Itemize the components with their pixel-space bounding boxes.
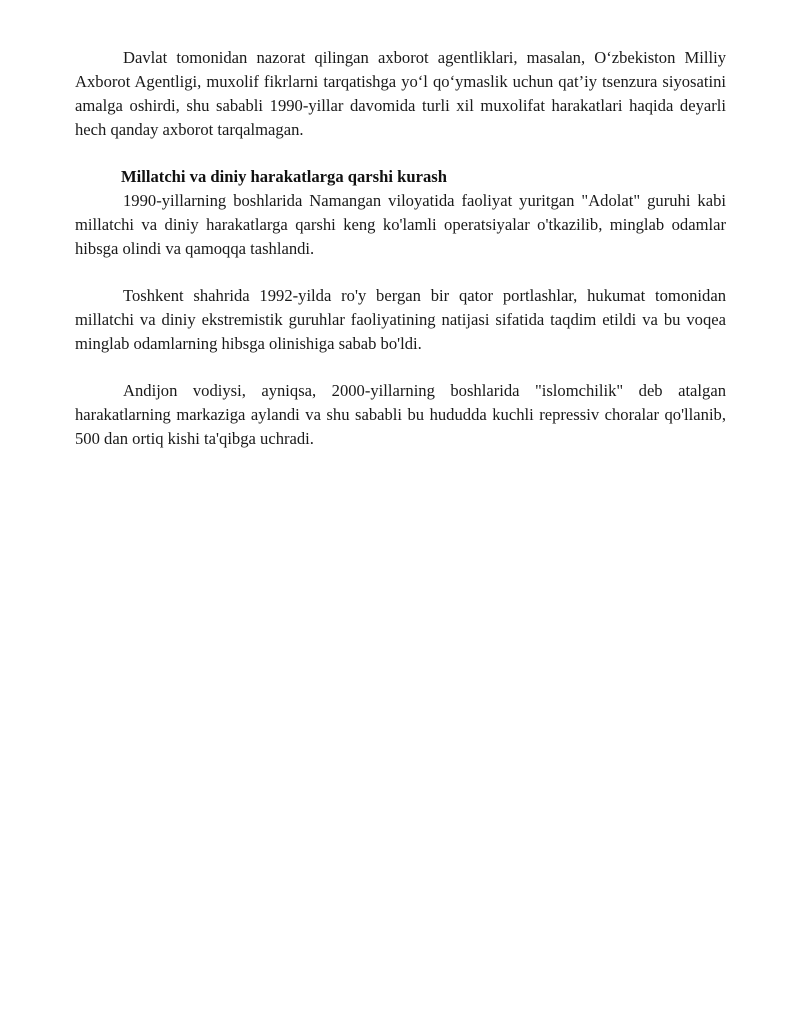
document-body <box>75 46 726 451</box>
paragraph-spacer <box>75 261 726 284</box>
paragraph-intro: Davlat tomonidan nazorat qilingan axborot agentliklari, masalan, O‘zbekiston Milliy Axborot Agentligi, muxolif fikrlarni tarqatishga yo‘l qo‘ymaslik uchun qat’iy tsenzura siyosatini amalga oshirdi, shu sababli 1990-yillar davomida turli xil muxolifat harakatlari haqida deyarli hech qanday axborot tarqalmagan. <box>75 48 726 139</box>
paragraph-adolat: 1990-yillarning boshlarida Namangan viloyatida faoliyat yuritgan "Adolat" guruhi kabi millatchi va diniy harakatlarga qarshi keng ko'lamli operatsiyalar o'tkazilib, minglab odamlar hibsga olindi va qamoqqa tashlandi. <box>75 191 726 258</box>
paragraph-spacer <box>75 356 726 379</box>
section-heading: Millatchi va diniy harakatlarga qarshi kurash <box>121 167 447 186</box>
paragraph-andijon: Andijon vodiysi, ayniqsa, 2000-yillarning boshlarida "islomchilik" deb atalgan harakatlarning markaziga aylandi va shu sababli bu hududda kuchli repressiv choralar qo'llanib, 500 dan ortiq kishi ta'qibga uchradi. <box>75 381 726 448</box>
paragraph-spacer <box>75 142 726 165</box>
paragraph-toshkent: Toshkent shahrida 1992-yilda ro'y bergan bir qator portlashlar, hukumat tomonidan millatchi va diniy ekstremistik guruhlar faoliyatining natijasi sifatida taqdim etildi va bu voqea minglab odamlarning hibsga olinishiga sabab bo'ldi. <box>75 286 726 353</box>
